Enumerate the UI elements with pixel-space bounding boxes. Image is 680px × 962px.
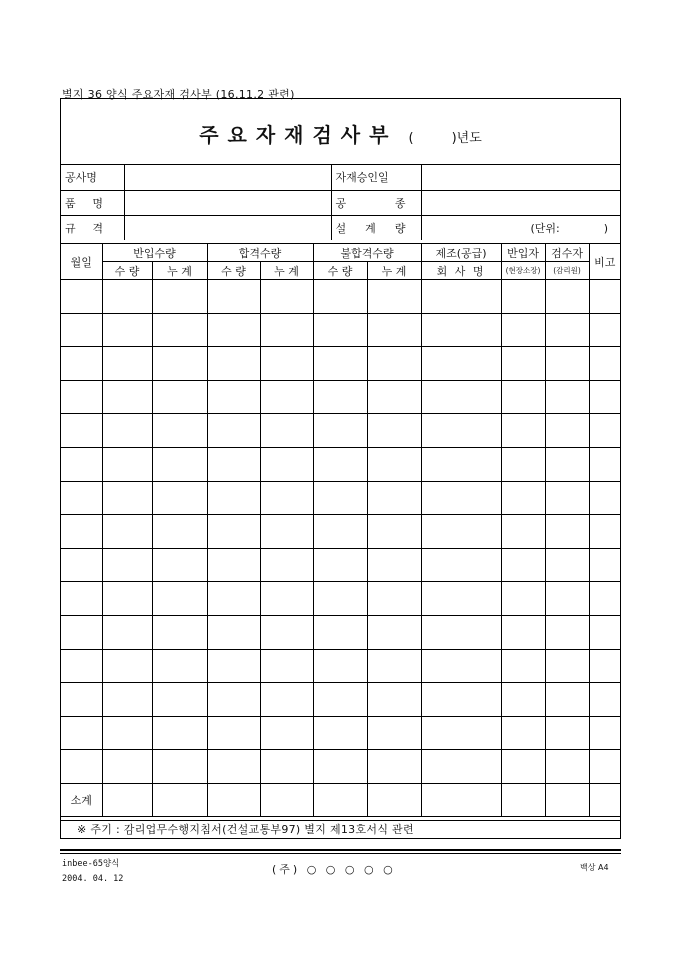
col-delivered-by-sub: (현장소장): [501, 262, 545, 280]
label-approval-date: 자재승인일: [331, 165, 421, 190]
table-cell[interactable]: [207, 447, 260, 481]
table-cell[interactable]: [313, 548, 367, 582]
table-cell[interactable]: [260, 582, 313, 616]
table-cell[interactable]: [367, 414, 421, 448]
table-cell[interactable]: [589, 380, 620, 414]
table-cell[interactable]: [61, 649, 102, 683]
label-work-type: [331, 190, 421, 215]
table-cell[interactable]: [152, 649, 207, 683]
table-cell[interactable]: [313, 716, 367, 750]
table-cell[interactable]: [61, 515, 102, 549]
table-cell[interactable]: [589, 515, 620, 549]
table-cell[interactable]: [421, 716, 501, 750]
table-cell[interactable]: [501, 515, 545, 549]
sub-qty: 수 량: [207, 262, 260, 280]
table-cell[interactable]: [207, 683, 260, 717]
table-cell[interactable]: [61, 750, 102, 784]
footer-left: [62, 857, 123, 887]
table-cell[interactable]: [102, 783, 152, 816]
inspection-form: [60, 98, 621, 839]
table-cell[interactable]: [545, 447, 589, 481]
table-cell[interactable]: [61, 481, 102, 515]
form-code: inbee-65양식: [62, 859, 120, 869]
table-cell[interactable]: [61, 582, 102, 616]
table-cell[interactable]: [152, 481, 207, 515]
col-manufacturer-line1: 제조(공급): [421, 244, 501, 262]
title-year: [409, 131, 482, 146]
table-cell[interactable]: [102, 582, 152, 616]
table-cell[interactable]: [501, 783, 545, 816]
table-cell[interactable]: [260, 615, 313, 649]
table-cell[interactable]: [421, 582, 501, 616]
table-cell[interactable]: [207, 783, 260, 816]
table-cell[interactable]: [152, 280, 207, 314]
table-cell[interactable]: [102, 380, 152, 414]
table-cell[interactable]: [589, 347, 620, 381]
table-cell[interactable]: [152, 783, 207, 816]
table-cell[interactable]: [152, 515, 207, 549]
table-cell[interactable]: [545, 481, 589, 515]
table-cell[interactable]: [102, 515, 152, 549]
work-type-a: 공: [335, 196, 347, 210]
col-passed-qty: 합격수량: [207, 244, 313, 262]
table-cell[interactable]: [152, 313, 207, 347]
label-item-name: [61, 190, 124, 215]
table-cell[interactable]: [313, 380, 367, 414]
form-date: 2004. 04. 12: [62, 874, 124, 884]
table-cell[interactable]: [421, 548, 501, 582]
form-title: [61, 119, 620, 148]
table-cell[interactable]: [207, 347, 260, 381]
year-open: (: [408, 131, 414, 146]
table-cell[interactable]: [313, 683, 367, 717]
table-cell[interactable]: [207, 615, 260, 649]
table-cell[interactable]: [421, 414, 501, 448]
table-cell[interactable]: [152, 615, 207, 649]
table-cell[interactable]: [589, 280, 620, 314]
info-table: [61, 165, 620, 240]
table-cell[interactable]: [545, 313, 589, 347]
table-row: [61, 716, 620, 750]
table-row: [61, 515, 620, 549]
project-name-field[interactable]: [124, 165, 331, 190]
table-cell[interactable]: [207, 313, 260, 347]
table-row: [61, 649, 620, 683]
unit-close: ): [603, 221, 608, 235]
table-cell[interactable]: [260, 548, 313, 582]
table-cell[interactable]: [421, 280, 501, 314]
label-design-qty: [331, 215, 421, 240]
table-cell[interactable]: [545, 548, 589, 582]
table-cell[interactable]: [589, 548, 620, 582]
table-cell[interactable]: [313, 481, 367, 515]
table-cell[interactable]: [421, 313, 501, 347]
table-cell[interactable]: [501, 750, 545, 784]
sub-cumulative: 누 계: [367, 262, 421, 280]
work-type-field[interactable]: [421, 190, 620, 215]
table-cell[interactable]: [545, 783, 589, 816]
table-cell[interactable]: [61, 380, 102, 414]
table-cell[interactable]: [545, 649, 589, 683]
table-cell[interactable]: [207, 481, 260, 515]
table-cell[interactable]: [367, 783, 421, 816]
table-cell[interactable]: [260, 481, 313, 515]
table-cell[interactable]: [61, 280, 102, 314]
year-close: )년도: [451, 131, 482, 146]
table-cell[interactable]: [260, 716, 313, 750]
table-cell[interactable]: [260, 313, 313, 347]
table-cell[interactable]: [260, 447, 313, 481]
table-row: [61, 582, 620, 616]
table-row: [61, 481, 620, 515]
table-cell[interactable]: [207, 548, 260, 582]
table-cell[interactable]: [421, 783, 501, 816]
table-row: [61, 347, 620, 381]
table-row: [61, 414, 620, 448]
spec-field[interactable]: [124, 215, 331, 240]
sub-cumulative: 누 계: [260, 262, 313, 280]
table-cell[interactable]: [152, 683, 207, 717]
table-cell[interactable]: [589, 716, 620, 750]
table-cell[interactable]: [501, 615, 545, 649]
table-cell[interactable]: [367, 481, 421, 515]
table-cell[interactable]: [207, 716, 260, 750]
table-cell[interactable]: [501, 649, 545, 683]
spec-b: 격: [92, 221, 103, 235]
table-cell[interactable]: [102, 313, 152, 347]
table-cell[interactable]: [61, 548, 102, 582]
table-cell[interactable]: [152, 582, 207, 616]
table-cell[interactable]: [589, 683, 620, 717]
table-cell[interactable]: [367, 750, 421, 784]
label-project-name: 공사명: [65, 171, 97, 185]
col-inspector: 검수자: [545, 244, 589, 262]
table-cell[interactable]: [545, 515, 589, 549]
table-row: [61, 447, 620, 481]
table-cell[interactable]: [61, 347, 102, 381]
table-cell[interactable]: [501, 716, 545, 750]
table-cell[interactable]: [421, 380, 501, 414]
title-main: 주요자재검사부: [199, 123, 398, 147]
inspection-grid: [61, 243, 620, 817]
table-cell[interactable]: [501, 447, 545, 481]
table-cell[interactable]: [152, 347, 207, 381]
table-cell[interactable]: [545, 615, 589, 649]
table-cell[interactable]: [501, 481, 545, 515]
table-cell[interactable]: [545, 683, 589, 717]
table-cell[interactable]: [313, 515, 367, 549]
table-cell[interactable]: [313, 582, 367, 616]
table-cell[interactable]: [367, 582, 421, 616]
table-row: [61, 380, 620, 414]
table-cell[interactable]: [102, 414, 152, 448]
table-cell[interactable]: [313, 414, 367, 448]
work-type-b: 종: [394, 196, 406, 210]
col-delivered-qty: 반입수량: [102, 244, 207, 262]
table-cell[interactable]: [207, 515, 260, 549]
table-cell[interactable]: [61, 447, 102, 481]
sub-cumulative: 누 계: [152, 262, 207, 280]
table-cell[interactable]: [545, 280, 589, 314]
footer-rule: [60, 853, 621, 854]
table-cell[interactable]: [545, 414, 589, 448]
table-cell[interactable]: [367, 615, 421, 649]
table-cell[interactable]: [589, 649, 620, 683]
label-spec: [61, 215, 124, 240]
paper-size: 백상 A4: [580, 863, 609, 872]
design-qty-a: 설: [335, 221, 347, 235]
table-cell[interactable]: [501, 548, 545, 582]
table-cell[interactable]: [421, 615, 501, 649]
footer-rule: [60, 849, 621, 851]
col-remarks: 비고: [589, 244, 620, 280]
table-cell[interactable]: [102, 649, 152, 683]
table-cell[interactable]: [152, 716, 207, 750]
table-cell[interactable]: [367, 347, 421, 381]
item-name-b: 명: [92, 196, 103, 210]
table-cell[interactable]: [102, 447, 152, 481]
table-cell[interactable]: [367, 515, 421, 549]
table-cell[interactable]: [367, 280, 421, 314]
table-cell[interactable]: [102, 683, 152, 717]
table-cell[interactable]: [421, 750, 501, 784]
table-cell[interactable]: [102, 347, 152, 381]
table-cell[interactable]: [207, 750, 260, 784]
table-cell[interactable]: [367, 447, 421, 481]
design-qty-field[interactable]: [421, 215, 620, 240]
table-cell[interactable]: [260, 414, 313, 448]
table-cell[interactable]: [152, 750, 207, 784]
table-cell[interactable]: [313, 649, 367, 683]
table-cell[interactable]: [152, 380, 207, 414]
table-cell[interactable]: [102, 280, 152, 314]
table-cell[interactable]: [152, 414, 207, 448]
table-cell[interactable]: [152, 447, 207, 481]
table-cell[interactable]: [501, 582, 545, 616]
table-row: [61, 683, 620, 717]
table-cell[interactable]: [260, 649, 313, 683]
table-cell[interactable]: [260, 683, 313, 717]
table-cell[interactable]: [589, 750, 620, 784]
table-row: [61, 548, 620, 582]
table-cell[interactable]: [207, 280, 260, 314]
table-cell[interactable]: [260, 280, 313, 314]
table-cell[interactable]: [313, 280, 367, 314]
table-cell[interactable]: [313, 783, 367, 816]
table-cell[interactable]: [589, 783, 620, 816]
subtotal-label: 소계: [61, 783, 102, 816]
table-cell[interactable]: [102, 548, 152, 582]
table-cell[interactable]: [421, 447, 501, 481]
table-cell[interactable]: [589, 615, 620, 649]
table-cell[interactable]: [589, 582, 620, 616]
table-cell[interactable]: [61, 414, 102, 448]
table-cell[interactable]: [545, 582, 589, 616]
table-cell[interactable]: [501, 313, 545, 347]
table-cell[interactable]: [421, 683, 501, 717]
design-qty-b: 계: [365, 221, 376, 235]
table-cell[interactable]: [61, 683, 102, 717]
table-cell[interactable]: [260, 783, 313, 816]
table-cell[interactable]: [61, 313, 102, 347]
table-cell[interactable]: [102, 481, 152, 515]
table-cell[interactable]: [61, 615, 102, 649]
table-cell[interactable]: [501, 414, 545, 448]
table-cell[interactable]: [545, 716, 589, 750]
table-cell[interactable]: [421, 515, 501, 549]
col-manufacturer-line2: 회 사 명: [421, 262, 501, 280]
item-name-a: 품: [65, 196, 76, 210]
table-cell[interactable]: [313, 347, 367, 381]
col-inspector-sub: (감리원): [545, 262, 589, 280]
table-cell[interactable]: [207, 582, 260, 616]
col-failed-qty: 불합격수량: [313, 244, 421, 262]
table-cell[interactable]: [102, 716, 152, 750]
approval-date-field[interactable]: [421, 165, 620, 190]
table-cell[interactable]: [545, 380, 589, 414]
table-cell[interactable]: [501, 280, 545, 314]
table-cell[interactable]: [313, 313, 367, 347]
form-caption: 별지 36 양식 주요자재 검사부 (16.11.2 관련): [62, 88, 295, 101]
table-cell[interactable]: [545, 750, 589, 784]
table-cell[interactable]: [260, 515, 313, 549]
table-cell[interactable]: [152, 548, 207, 582]
table-row: [61, 280, 620, 314]
table-cell[interactable]: [260, 750, 313, 784]
table-row: [61, 615, 620, 649]
table-cell[interactable]: [501, 380, 545, 414]
table-cell[interactable]: [545, 347, 589, 381]
table-cell[interactable]: [102, 750, 152, 784]
table-cell[interactable]: [260, 347, 313, 381]
table-cell[interactable]: [589, 481, 620, 515]
table-cell[interactable]: [313, 750, 367, 784]
table-cell[interactable]: [102, 615, 152, 649]
table-cell[interactable]: [367, 380, 421, 414]
table-cell[interactable]: [421, 347, 501, 381]
spec-a: 규: [65, 221, 76, 235]
table-cell[interactable]: [61, 716, 102, 750]
col-delivered-by: 반입자: [501, 244, 545, 262]
col-month-day: 월일: [61, 244, 102, 280]
footnote: ※ 주기 : 감리업무수행지침서(건설교통부97) 별지 제13호서식 관련: [61, 820, 620, 838]
table-cell[interactable]: [367, 548, 421, 582]
table-cell[interactable]: [421, 481, 501, 515]
table-row: [61, 313, 620, 347]
table-cell[interactable]: [589, 313, 620, 347]
table-cell[interactable]: [421, 649, 501, 683]
table-cell[interactable]: [501, 683, 545, 717]
table-cell[interactable]: [313, 615, 367, 649]
table-cell[interactable]: [260, 380, 313, 414]
design-qty-c: 량: [394, 221, 406, 235]
table-cell[interactable]: [207, 649, 260, 683]
title-box: [61, 99, 620, 165]
sub-qty: 수 량: [102, 262, 152, 280]
table-cell[interactable]: [207, 414, 260, 448]
table-cell[interactable]: [367, 649, 421, 683]
company-name: (주) ○ ○ ○ ○ ○: [272, 863, 396, 876]
table-cell[interactable]: [501, 347, 545, 381]
unit-label: (단위:: [530, 221, 560, 235]
table-cell[interactable]: [367, 683, 421, 717]
table-cell[interactable]: [367, 313, 421, 347]
table-cell[interactable]: [589, 414, 620, 448]
table-cell[interactable]: [367, 716, 421, 750]
table-row: [61, 750, 620, 784]
table-cell[interactable]: [313, 447, 367, 481]
item-name-field[interactable]: [124, 190, 331, 215]
sub-qty: 수 량: [313, 262, 367, 280]
table-cell[interactable]: [207, 380, 260, 414]
table-cell[interactable]: [589, 447, 620, 481]
